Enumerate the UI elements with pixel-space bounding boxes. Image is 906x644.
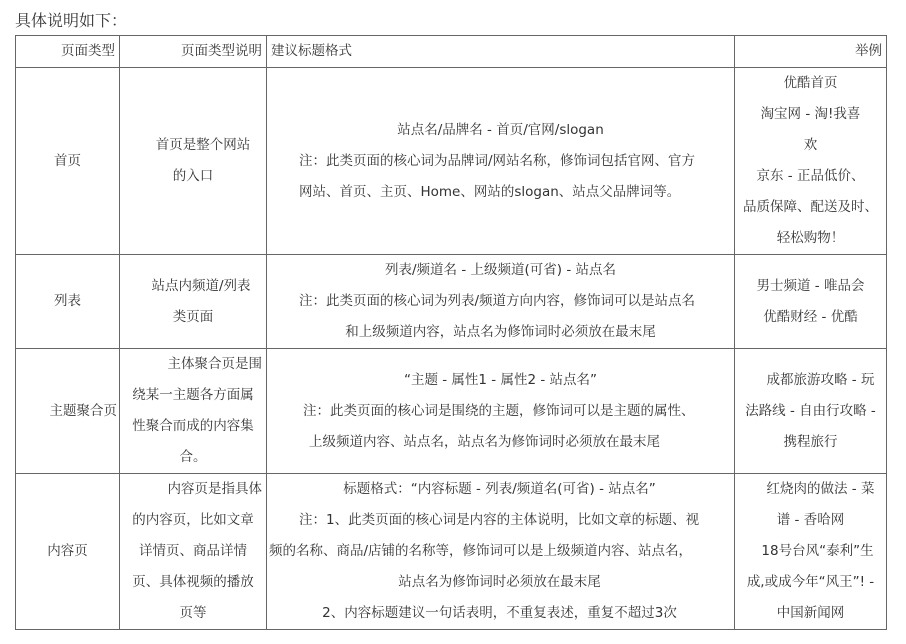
- desc-line: 主体聚合页是围: [167, 356, 262, 372]
- example-line: 谱 - 香哈网: [776, 512, 845, 528]
- example-line: 品质保障、配送及时、: [743, 199, 878, 215]
- table-row: [16, 349, 887, 474]
- example-line: 欢: [803, 137, 818, 153]
- header-example: 举例: [735, 36, 887, 68]
- page-type-desc-cell: [120, 68, 267, 255]
- title-format-cell: [267, 474, 735, 630]
- example-line: 京东 - 正品低价、: [756, 168, 865, 184]
- desc-line: 页等: [179, 605, 207, 621]
- format-note-line: 注：此类页面的核心词是围绕的主题，修饰词可以是主题的属性、: [303, 402, 695, 419]
- desc-line: 绕某一主题各方面属: [132, 387, 254, 403]
- table-row: [16, 255, 887, 349]
- title-format-cell: [267, 255, 735, 349]
- example-line: 法路线 - 自由行攻略 -: [745, 402, 876, 419]
- format-note-line: 和上级频道内容，站点名为修饰词时必须放在最末尾: [345, 324, 656, 340]
- desc-line: 页、具体视频的播放: [132, 574, 254, 590]
- example-line: 成,或成今年“风王”! -: [746, 574, 875, 590]
- format-note-line: 注：此类页面的核心词为列表/频道方向内容，修饰词可以是站点名: [299, 293, 696, 309]
- format-note-line: 网站、首页、主页、Home、网站的slogan、站点父品牌词等。: [299, 183, 681, 200]
- desc-line: 性聚合而成的内容集: [132, 418, 254, 434]
- format-note-line: 注：1、此类页面的核心词是内容的主体说明，比如文章的标题、视: [299, 512, 700, 528]
- page-type-cell: 内容页: [16, 474, 120, 630]
- header-title-format: 建议标题格式: [267, 36, 735, 68]
- page-type-cell: 主题聚合页: [16, 349, 120, 474]
- desc-line: 合。: [179, 449, 207, 465]
- example-line: 轻松购物！: [776, 230, 845, 246]
- example-line: 男士频道 - 唯品会: [756, 277, 865, 294]
- format-note-line: 频的名称、商品/店铺的名称等，修饰词可以是上级频道内容、站点名，: [269, 543, 693, 559]
- desc-line: 首页是整个网站: [155, 137, 251, 153]
- example-cell: [735, 255, 887, 349]
- desc-line: 类页面: [172, 308, 214, 325]
- example-line: 淘宝网 - 淘!我喜: [760, 106, 861, 122]
- format-line: 列表/频道名 - 上级频道(可省) - 站点名: [385, 262, 616, 278]
- example-line: 中国新闻网: [776, 605, 845, 621]
- format-note-line: 站点名为修饰词时必须放在最末尾: [398, 574, 601, 590]
- header-page-type: 页面类型: [16, 36, 120, 68]
- format-note-line: 上级频道内容、站点名，站点名为修饰词时必须放在最末尾: [309, 433, 660, 450]
- page-type-cell: 首页: [16, 68, 120, 255]
- example-cell: [735, 68, 887, 255]
- desc-line: 内容页是指具体: [167, 481, 262, 497]
- header-page-type-desc: 页面类型说明: [120, 36, 267, 68]
- example-line: 成都旅游攻略 - 玩: [766, 371, 875, 388]
- page-type-desc-cell: [120, 474, 267, 630]
- example-line: 优酷首页: [783, 75, 838, 91]
- example-cell: [735, 474, 887, 630]
- format-line: 站点名/品牌名 - 首页/官网/slogan: [397, 121, 604, 138]
- desc-line: 的内容页，比如文章: [132, 512, 254, 528]
- title-format-cell: [267, 349, 735, 474]
- desc-line: 的入口: [172, 168, 214, 184]
- example-line: 携程旅行: [783, 433, 838, 450]
- format-line: “主题 - 属性1 - 属性2 - 站点名”: [403, 371, 598, 388]
- page-type-cell: 列表: [16, 255, 120, 349]
- desc-line: 站点内频道/列表: [151, 277, 251, 294]
- desc-line: 详情页、商品详情: [139, 543, 247, 559]
- example-line: 优酷财经 - 优酷: [763, 308, 858, 325]
- title-format-cell: [267, 68, 735, 255]
- page-type-desc-cell: [120, 255, 267, 349]
- page-type-desc-cell: [120, 349, 267, 474]
- table-row: [16, 68, 887, 255]
- intro-text: 具体说明如下：: [15, 11, 128, 30]
- format-note-line: 注：此类页面的核心词为品牌词/网站名称，修饰词包括官网、官方: [299, 152, 696, 169]
- example-line: 红烧肉的做法 - 菜: [766, 481, 875, 497]
- example-line: 18号台风“泰利”生: [761, 543, 874, 559]
- example-cell: [735, 349, 887, 474]
- table-header-row: [16, 36, 887, 68]
- title-format-table: [15, 35, 887, 630]
- table-row: [16, 474, 887, 630]
- format-line: 标题格式：“内容标题 - 列表/频道名(可省) - 站点名”: [343, 481, 656, 497]
- format-note-line: 2、内容标题建议一句话表明，不重复表述，重复不超过3次: [322, 605, 677, 621]
